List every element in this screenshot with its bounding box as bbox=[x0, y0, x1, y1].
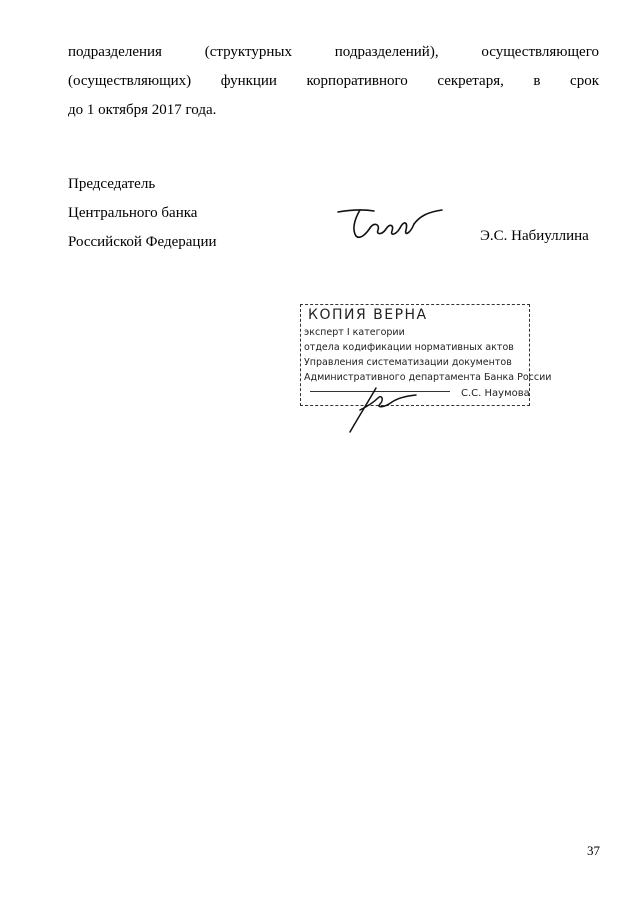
word: осуществляющего bbox=[481, 44, 599, 60]
page-number: 37 bbox=[587, 843, 600, 858]
word: корпоративного bbox=[306, 73, 408, 89]
paragraph-line-3 bbox=[68, 96, 599, 125]
stamp-line: эксперт I категории bbox=[304, 327, 405, 338]
word: секретаря, bbox=[437, 73, 504, 89]
word: (структурных bbox=[204, 44, 292, 60]
word: функции bbox=[220, 73, 277, 89]
word: до 1 октября 2017 года. bbox=[68, 102, 217, 118]
word: срок bbox=[570, 73, 599, 89]
word: (осуществляющих) bbox=[68, 73, 192, 89]
stamp-handwritten-signature bbox=[340, 380, 420, 436]
paragraph-line-1 bbox=[68, 38, 599, 67]
stamp-line: Управления систематизации документов bbox=[304, 357, 512, 368]
body-paragraph bbox=[68, 38, 599, 125]
position-line: Российской Федерации bbox=[68, 234, 217, 250]
stamp-signer: С.С. Наумова bbox=[461, 388, 530, 399]
stamp-line: Административного департамента Банка России bbox=[304, 372, 552, 383]
position-line: Центрального банка bbox=[68, 205, 198, 221]
position-line: Председатель bbox=[68, 176, 156, 192]
signer-name: Э.С. Набиуллина bbox=[480, 228, 589, 244]
word: в bbox=[533, 73, 541, 89]
handwritten-signature bbox=[330, 200, 450, 250]
paragraph-line-2 bbox=[68, 67, 599, 96]
word: подразделения bbox=[68, 44, 162, 60]
signatory-position bbox=[68, 170, 217, 257]
stamp-line: отдела кодификации нормативных актов bbox=[304, 342, 514, 353]
word: подразделений), bbox=[334, 44, 439, 60]
stamp-title: КОПИЯ ВЕРНА bbox=[308, 307, 428, 323]
